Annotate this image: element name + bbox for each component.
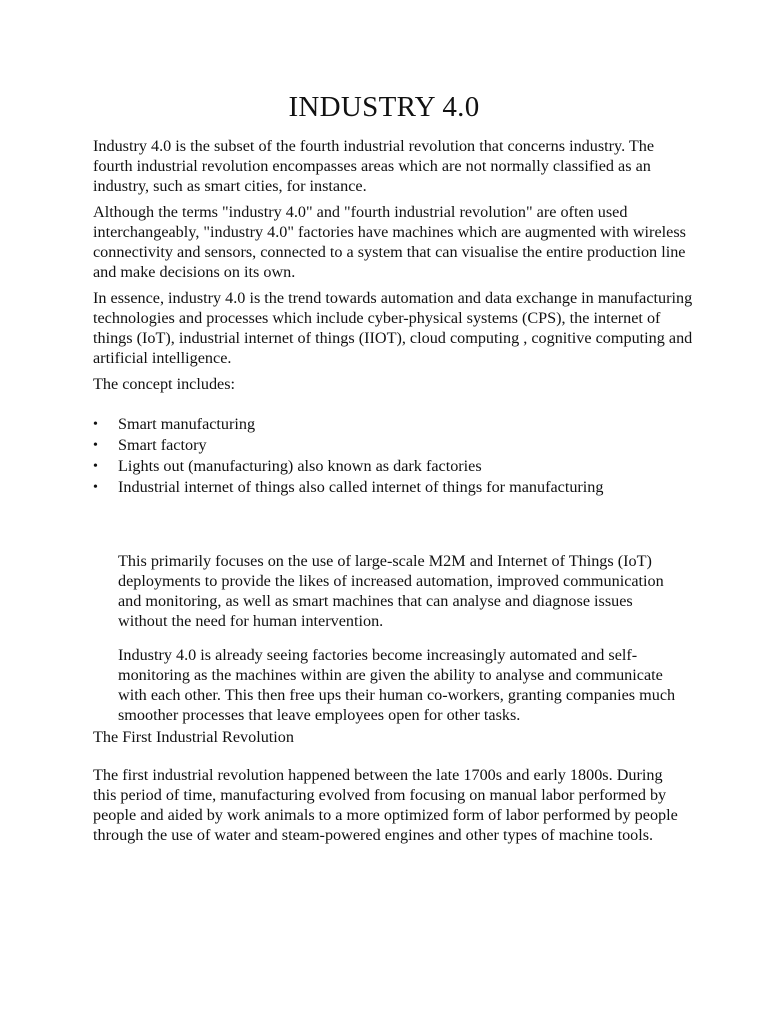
list-item-text: Smart factory — [118, 436, 207, 454]
page-title: INDUSTRY 4.0 — [288, 91, 480, 123]
automation-paragraph: Industry 4.0 is already seeing factories become increasingly automated and self-monitoring as the machines within are given the ability to analyse and communicate with each other. This then free ups their human co-workers, granting companies much smoother processes that leave employees open for other tasks. — [118, 646, 676, 724]
terms-paragraph: Although the terms "industry 4.0" and "fourth industrial revolution" are often used interchangeably, "industry 4.0" factories have machines which are augmented with wireless connectivity and sensors, connected to a system that can visualise the entire production line and make decisions on its own. — [93, 203, 686, 281]
bullet-icon: • — [93, 459, 98, 474]
list-item — [93, 435, 768, 456]
essence-paragraph: In essence, industry 4.0 is the trend towards automation and data exchange in manufacturing technologies and processes which include cyber-physical systems (CPS), the internet of things (IoT), industrial internet of things (IIOT), cloud computing , cognitive computing and artificial intelligence. — [93, 289, 693, 367]
list-item — [93, 456, 768, 477]
list-item-text: Lights out (manufacturing) also known as dark factories — [118, 457, 482, 475]
list-item — [93, 414, 768, 435]
bullet-icon: • — [93, 417, 98, 432]
m2m-paragraph: This primarily focuses on the use of large-scale M2M and Internet of Things (IoT) deployments to provide the likes of increased automation, improved communication and monitoring, as well as smart machines that can analyse and diagnose issues without the need for human intervention. — [118, 552, 664, 630]
concept-list — [93, 414, 768, 498]
bullet-icon: • — [93, 480, 98, 495]
concept-intro: The concept includes: — [93, 375, 236, 393]
section-heading: The First Industrial Revolution — [93, 728, 294, 746]
intro-paragraph: Industry 4.0 is the subset of the fourth industrial revolution that concerns industry. The fourth industrial revolution encompasses areas which are not normally classified as an industry, such as smart cities, for instance. — [93, 137, 655, 195]
first-revolution-paragraph: The first industrial revolution happened between the late 1700s and early 1800s. During this period of time, manufacturing evolved from focusing on manual labor performed by people and aided by work animals to a more optimized form of labor performed by people through the use of water and steam-powered engines and other types of machine tools. — [93, 766, 678, 844]
document-body — [93, 136, 768, 845]
bullet-icon: • — [93, 438, 98, 453]
list-item-text: Industrial internet of things also called internet of things for manufacturing — [118, 478, 604, 496]
list-item — [93, 477, 768, 498]
list-item-text: Smart manufacturing — [118, 415, 256, 433]
